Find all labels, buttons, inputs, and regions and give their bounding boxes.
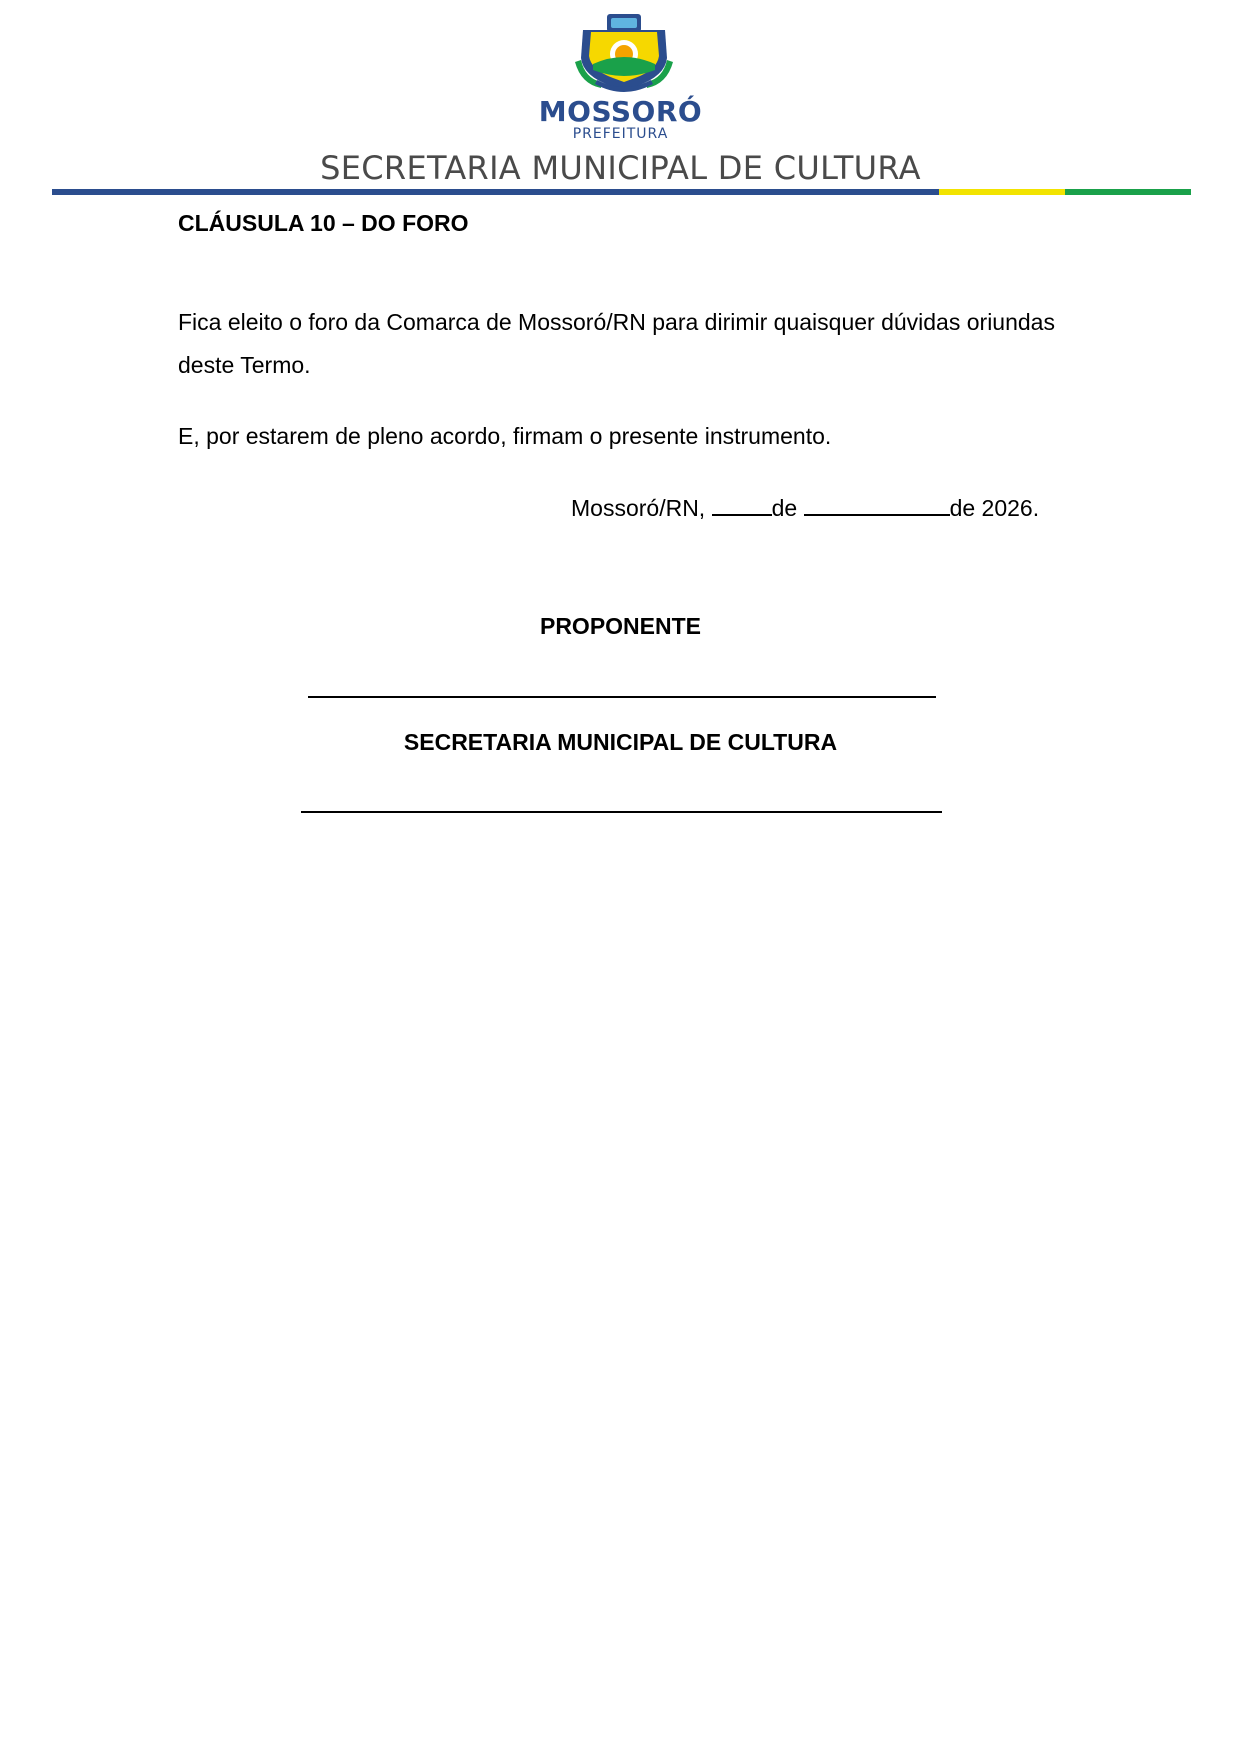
brand-subtitle: PREFEITURA <box>572 126 669 142</box>
header-stripe-yellow <box>939 189 1065 195</box>
date-line <box>571 487 1039 530</box>
signature-label-secretaria: SECRETARIA MUNICIPAL DE CULTURA <box>403 729 838 755</box>
date-year: de 2026. <box>949 495 1040 521</box>
date-de-1: de <box>771 495 798 521</box>
signature-line-proponente <box>308 696 936 698</box>
signature-label-proponente: PROPONENTE <box>539 613 702 639</box>
day-blank <box>712 488 772 516</box>
agreement-paragraph: E, por estarem de pleno acordo, firmam o presente instrumento. <box>178 423 832 449</box>
department-title: SECRETARIA MUNICIPAL DE CULTURA <box>320 149 921 187</box>
header-stripe-green <box>1065 189 1191 195</box>
brand-name: MOSSORÓ <box>538 95 703 128</box>
clause-paragraph: Fica eleito o foro da Comarca de Mossoró/RN para dirimir quaisquer dúvidas oriundas deste Termo. <box>178 309 1055 378</box>
signature-line-secretaria <box>301 811 942 813</box>
month-blank <box>804 488 950 516</box>
date-place: Mossoró/RN, <box>571 495 706 521</box>
coat-of-arms-logo <box>571 10 677 98</box>
header-stripe-blue <box>52 189 939 195</box>
clause-heading: CLÁUSULA 10 – DO FORO <box>178 210 469 236</box>
